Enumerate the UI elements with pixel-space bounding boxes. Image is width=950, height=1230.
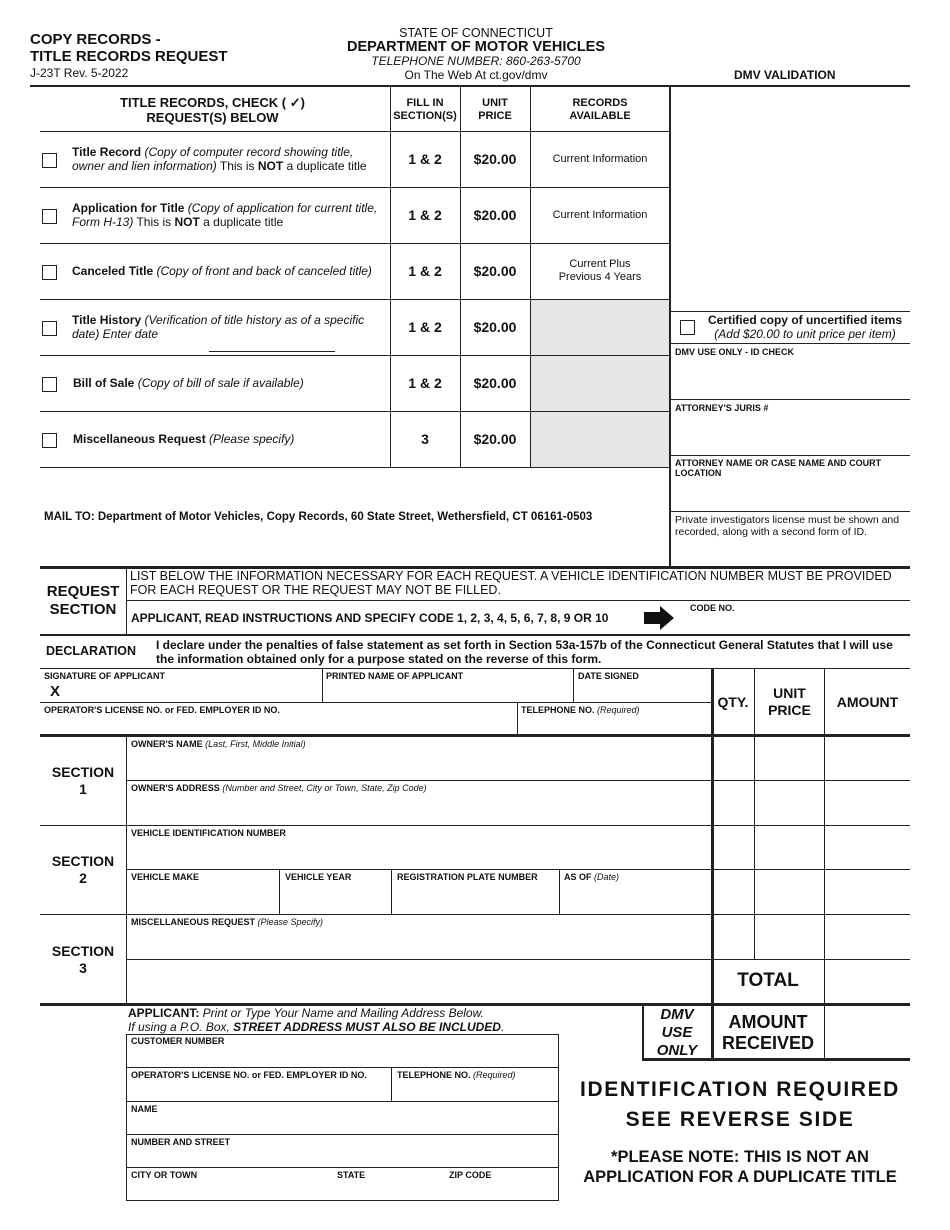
request-bottom-rule (40, 634, 910, 636)
misc-request-checkbox[interactable] (42, 433, 57, 448)
unit-price-header (755, 685, 824, 719)
mailing-instructions (128, 1006, 638, 1034)
mailing-line1 (128, 1006, 638, 1020)
canceled-title-label (72, 264, 390, 278)
mailing-rule (126, 1134, 558, 1135)
mailing-line2 (128, 1020, 638, 1034)
mailing-right-border (558, 1034, 559, 1201)
mailing-license-label: OPERATOR'S LICENSE NO. or FED. EMPLOYER ID NO. (131, 1070, 367, 1080)
section-label-divider (126, 736, 127, 1004)
sig-divider (573, 669, 574, 702)
owners-address-hint: (Number and Street, City or Town, State, Zip Code) (222, 783, 427, 793)
row-line2-bold: NOT (257, 159, 284, 173)
col-header-records-l1: RECORDS (572, 97, 628, 109)
right-panel-line (670, 399, 910, 400)
row-bold: Application for Title (72, 201, 185, 215)
id-required-l2: SEE REVERSE SIDE (625, 1108, 855, 1131)
row-italic: (Please specify) (205, 432, 295, 446)
section3-top-rule (40, 914, 910, 915)
telephone-label (521, 705, 640, 715)
row-available: Current Information (552, 153, 648, 165)
name-label: NAME (131, 1104, 158, 1114)
mailing-rule (126, 1200, 558, 1201)
row-divider (40, 355, 669, 356)
agency-header (300, 26, 652, 82)
as-of-label (564, 872, 619, 882)
mailing-left-border (126, 1034, 127, 1201)
col-header-unit (460, 97, 530, 123)
misc-text: MISCELLANEOUS REQUEST (131, 917, 256, 927)
owners-name-label (131, 739, 306, 749)
money-unit-divider (824, 669, 825, 1059)
note-l2: APPLICATION FOR A DUPLICATE TITLE (583, 1168, 897, 1186)
row-line2-plain: This is (216, 159, 258, 173)
mailing-applicant-italic: Print or Type Your Name and Mailing Address Below. (199, 1006, 484, 1020)
applicant-code-line: APPLICANT, READ INSTRUCTIONS AND SPECIFY CODE 1, 2, 3, 4, 5, 6, 7, 8, 9 OR 10 (131, 611, 609, 625)
telephone-number: TELEPHONE NUMBER: 860-263-5700 (371, 54, 581, 68)
duplicate-title-note (562, 1147, 918, 1187)
request-mid-rule (127, 600, 910, 601)
row-divider (40, 187, 669, 188)
row-section: 1 & 2 (408, 207, 442, 223)
amount-received-label (712, 1012, 824, 1054)
bill-of-sale-label (73, 376, 391, 390)
declaration-text: I declare under the penalties of false statement as set forth in Section 53a-157b of the Connecticut General Statutes that I will use the information obtained only for a purpose stated on the reverse of this form. (156, 638, 893, 666)
state-label: STATE (337, 1170, 366, 1180)
col-header-title-l1: TITLE RECORDS, CHECK ( ✓) (120, 95, 305, 110)
mailing-po-box-bold: STREET ADDRESS MUST ALSO BE INCLUDED (233, 1020, 501, 1034)
row-available (531, 258, 669, 284)
dmv-use-id-check: DMV USE ONLY - ID CHECK (675, 347, 795, 357)
printed-name-label: PRINTED NAME OF APPLICANT (326, 671, 464, 681)
section2-word: SECTION (51, 853, 115, 869)
row-italic: (Verification of title history as of a specific (141, 313, 365, 327)
title-record-checkbox[interactable] (42, 153, 57, 168)
city-label: CITY OR TOWN (131, 1170, 198, 1180)
form-title-line2: TITLE RECORDS REQUEST (30, 48, 228, 65)
section2-label (40, 853, 126, 887)
certified-copy-checkbox[interactable] (680, 320, 695, 335)
signature-field[interactable] (64, 682, 318, 700)
as-of-hint: (Date) (594, 872, 620, 882)
registration-plate-label: REGISTRATION PLATE NUMBER (397, 872, 538, 882)
row-line2-italic: date) Enter date (72, 327, 159, 341)
row-price: $20.00 (473, 207, 517, 223)
row-divider (40, 243, 669, 244)
owners-address-label (131, 783, 427, 793)
canceled-title-checkbox[interactable] (42, 265, 57, 280)
qty-header: QTY. (717, 694, 749, 710)
date-signed-label: DATE SIGNED (578, 671, 639, 681)
top-rule (30, 85, 910, 87)
note-l1: *PLEASE NOTE: THIS IS NOT AN (611, 1148, 869, 1166)
dmv-use-l3: ONLY (656, 1042, 698, 1059)
mailing-po-box: If using a P.O. Box, (128, 1020, 234, 1034)
misc-hint: (Please Specify) (257, 917, 324, 927)
row-italic: (Copy of computer record showing title, (141, 145, 354, 159)
row-divider (40, 467, 669, 468)
title-history-label (72, 313, 390, 341)
row-price: $20.00 (473, 431, 517, 447)
request-section-label (40, 583, 126, 619)
row-bold: Canceled Title (72, 264, 154, 278)
sig-row-rule (40, 702, 712, 703)
code-no-label: CODE NO. (690, 603, 735, 613)
section1-mid-rule (127, 780, 910, 781)
col-header-fill-l1: FILL IN (406, 97, 444, 109)
right-panel-line (670, 311, 910, 312)
identification-required (562, 1075, 918, 1135)
right-panel-line (670, 511, 910, 512)
mailing-rule (126, 1067, 558, 1068)
as-of-text: AS OF (564, 872, 592, 882)
row-available-l2: Previous 4 Years (558, 271, 642, 283)
sig-divider (517, 703, 518, 735)
row-divider (40, 131, 669, 132)
total-label: TOTAL (737, 970, 799, 991)
declaration-rule (40, 668, 910, 669)
mailing-applicant-bold: APPLICANT: (128, 1006, 200, 1020)
dmv-validation-label: DMV VALIDATION (734, 68, 836, 82)
mailing-telephone-text: TELEPHONE NO. (397, 1070, 471, 1080)
customer-number-label: CUSTOMER NUMBER (131, 1036, 225, 1046)
dmv-use-l1: DMV (660, 1006, 694, 1023)
attorney-name-label: ATTORNEY NAME OR CASE NAME AND COURT LOCATION (675, 458, 882, 478)
section1-top-rule (40, 734, 910, 737)
owners-name-hint: (Last, First, Middle Initial) (205, 739, 306, 749)
arrow-right-icon (644, 606, 674, 635)
col-header-title-l2: REQUEST(S) BELOW (146, 110, 279, 125)
title-record-label (72, 145, 390, 173)
row-price: $20.00 (473, 375, 517, 391)
amount-received-l1: AMOUNT (728, 1012, 808, 1032)
right-panel-divider (669, 86, 671, 566)
section2-divider (279, 870, 280, 914)
col-header-unit-l1: UNIT (482, 97, 508, 109)
certified-copy-text (700, 313, 910, 341)
row-divider (40, 299, 669, 300)
vehicle-make-label: VEHICLE MAKE (131, 872, 200, 882)
section3-word: SECTION (51, 943, 115, 959)
section3-mid-rule (127, 959, 910, 960)
form-title-line1: COPY RECORDS - (30, 31, 161, 48)
misc-request-label (73, 432, 391, 446)
row-line2-plain: This is (133, 215, 175, 229)
attorney-juris-label: ATTORNEY'S JURIS # (675, 403, 769, 413)
request-left-divider (126, 568, 127, 634)
vehicle-year-label: VEHICLE YEAR (285, 872, 352, 882)
mailing-telephone-label (397, 1070, 516, 1080)
section1-label (40, 764, 126, 798)
row-price: $20.00 (473, 263, 517, 279)
title-history-date-field[interactable] (209, 351, 335, 352)
row-bold: Bill of Sale (73, 376, 135, 390)
form-title (30, 31, 228, 65)
right-panel-line (670, 455, 910, 456)
row-price: $20.00 (473, 319, 517, 335)
website: On The Web At ct.gov/dmv (404, 68, 548, 82)
unit-price-l2: PRICE (768, 702, 811, 718)
dmv-use-l2: USE (661, 1024, 693, 1041)
vin-label: VEHICLE IDENTIFICATION NUMBER (131, 828, 286, 838)
section2-divider (391, 870, 392, 914)
mailing-divider (391, 1068, 392, 1101)
row-available-l1: Current Plus (569, 258, 631, 270)
row-bold: Miscellaneous Request (73, 432, 206, 446)
sig-divider (322, 669, 323, 702)
amount-received-bottom-rule (642, 1058, 910, 1061)
row-section: 1 & 2 (408, 375, 442, 391)
owners-name-text: OWNER'S NAME (131, 739, 203, 749)
signature-label: SIGNATURE OF APPLICANT (44, 671, 165, 681)
col-header-unit-l2: PRICE (478, 110, 512, 122)
section2-number: 2 (79, 870, 87, 886)
row-italic: (Copy of bill of sale if available) (134, 376, 304, 390)
amount-header: AMOUNT (836, 694, 899, 710)
section2-top-rule (40, 825, 910, 826)
investigator-note: Private investigators license must be shown and recorded, along with a second form of ID. (675, 514, 900, 538)
row-line2-bold: NOT (174, 215, 200, 229)
certified-title: Certified copy of uncertified items (707, 313, 903, 327)
application-for-title-label (72, 201, 390, 229)
mailing-rule (126, 1101, 558, 1102)
row-italic: (Copy of front and back of canceled title) (153, 264, 372, 278)
section3-number: 3 (79, 960, 87, 976)
row-section: 1 & 2 (408, 151, 442, 167)
signature-x-mark: X (50, 683, 61, 700)
shade-title-history (531, 300, 669, 467)
section1-number: 1 (79, 781, 87, 797)
owners-address-text: OWNER'S ADDRESS (131, 783, 220, 793)
col-header-fill (390, 97, 460, 123)
row-italic: (Copy of application for current title, (184, 201, 378, 215)
row-bold: Title Record (72, 145, 142, 159)
request-label-l1: REQUEST (46, 583, 120, 600)
section3-label (40, 943, 126, 977)
col-header-records-l2: AVAILABLE (569, 110, 631, 122)
certified-note: (Add $20.00 to unit price per item) (714, 327, 896, 341)
row-line2-end: a duplicate title (283, 159, 367, 173)
row-section: 1 & 2 (408, 319, 442, 335)
col-header-records (531, 97, 669, 123)
row-line2-italic: owner and lien information) (72, 159, 217, 173)
section2-divider (559, 870, 560, 914)
dmv-use-only-label (643, 1006, 711, 1060)
mail-to: MAIL TO: Department of Motor Vehicles, Copy Records, 60 State Street, Wethersfield, CT 06161-0503 (44, 511, 593, 523)
row-available: Current Information (552, 209, 648, 221)
state-name: STATE OF CONNECTICUT (399, 26, 553, 40)
telephone-label-text: TELEPHONE NO. (521, 705, 595, 715)
telephone-required: (Required) (597, 705, 640, 715)
row-line2-italic: Form H-13) (72, 215, 134, 229)
application-for-title-checkbox[interactable] (42, 209, 57, 224)
declaration-label: DECLARATION (46, 644, 137, 658)
request-instructions: LIST BELOW THE INFORMATION NECESSARY FOR EACH REQUEST. A VEHICLE IDENTIFICATION NUMBER MUST BE PROVIDED FOR EACH REQUEST OR THE REQUEST MAY NOT BE FILLED. (130, 569, 892, 597)
department-name: DEPARTMENT OF MOTOR VEHICLES (346, 39, 606, 55)
operator-license-label: OPERATOR'S LICENSE NO. or FED. EMPLOYER ID NO. (44, 705, 280, 715)
unit-price-l1: UNIT (773, 685, 806, 701)
request-label-l2: SECTION (49, 601, 117, 618)
row-price: $20.00 (473, 151, 517, 167)
mailing-rule (126, 1034, 558, 1035)
id-required-l1: IDENTIFICATION REQUIRED (580, 1078, 900, 1101)
mailing-telephone-required: (Required) (473, 1070, 516, 1080)
mailing-rule (126, 1167, 558, 1168)
money-left-border (711, 669, 714, 1059)
row-section: 3 (421, 431, 429, 447)
bill-of-sale-checkbox[interactable] (42, 377, 57, 392)
row-divider (40, 411, 669, 412)
row-section: 1 & 2 (408, 263, 442, 279)
form-number: J-23T Rev. 5-2022 (30, 66, 129, 80)
zip-label: ZIP CODE (449, 1170, 492, 1180)
section2-mid-rule (127, 869, 910, 870)
section1-word: SECTION (51, 764, 115, 780)
street-label: NUMBER AND STREET (131, 1137, 231, 1147)
col-header-fill-l2: SECTION(S) (393, 110, 457, 122)
row-line2-end: a duplicate title (199, 215, 284, 229)
mailing-po-box-end: . (500, 1020, 505, 1034)
right-panel-line (670, 343, 910, 344)
amount-received-l2: RECEIVED (721, 1033, 815, 1053)
title-history-checkbox[interactable] (42, 321, 57, 336)
row-bold: Title History (72, 313, 142, 327)
col-header-title (100, 95, 325, 125)
misc-request-field-label (131, 917, 323, 927)
